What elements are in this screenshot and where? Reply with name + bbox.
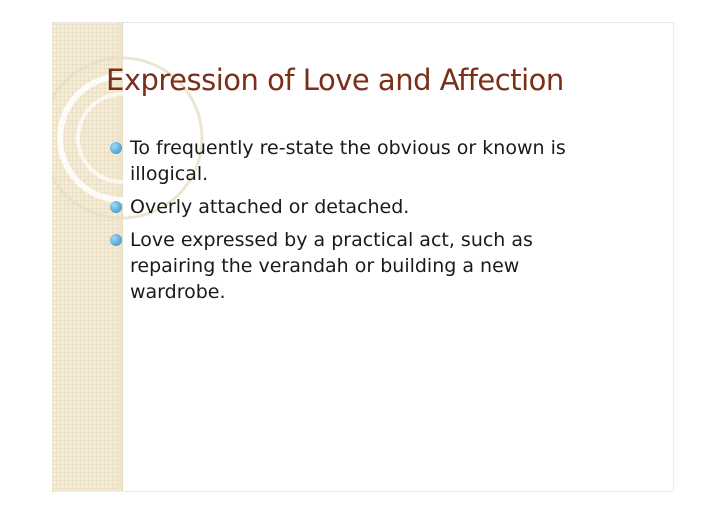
- blue-dot-bullet-icon: [110, 142, 122, 154]
- bullet-item: [106, 227, 606, 305]
- bullet-text: Love expressed by a practical act, such as repairing the verandah or building a new wardrobe.: [130, 229, 533, 303]
- bullet-text: To frequently re-state the obvious or known is illogical.: [130, 137, 566, 185]
- bullet-item: [106, 135, 606, 187]
- blue-dot-bullet-icon: [110, 234, 122, 246]
- slide-title: Expression of Love and Affection: [106, 63, 564, 97]
- bullet-item: [106, 194, 606, 220]
- bullet-text: Overly attached or detached.: [130, 196, 410, 218]
- blue-dot-bullet-icon: [110, 201, 122, 213]
- slide: [52, 22, 674, 492]
- bullet-list: [106, 135, 606, 312]
